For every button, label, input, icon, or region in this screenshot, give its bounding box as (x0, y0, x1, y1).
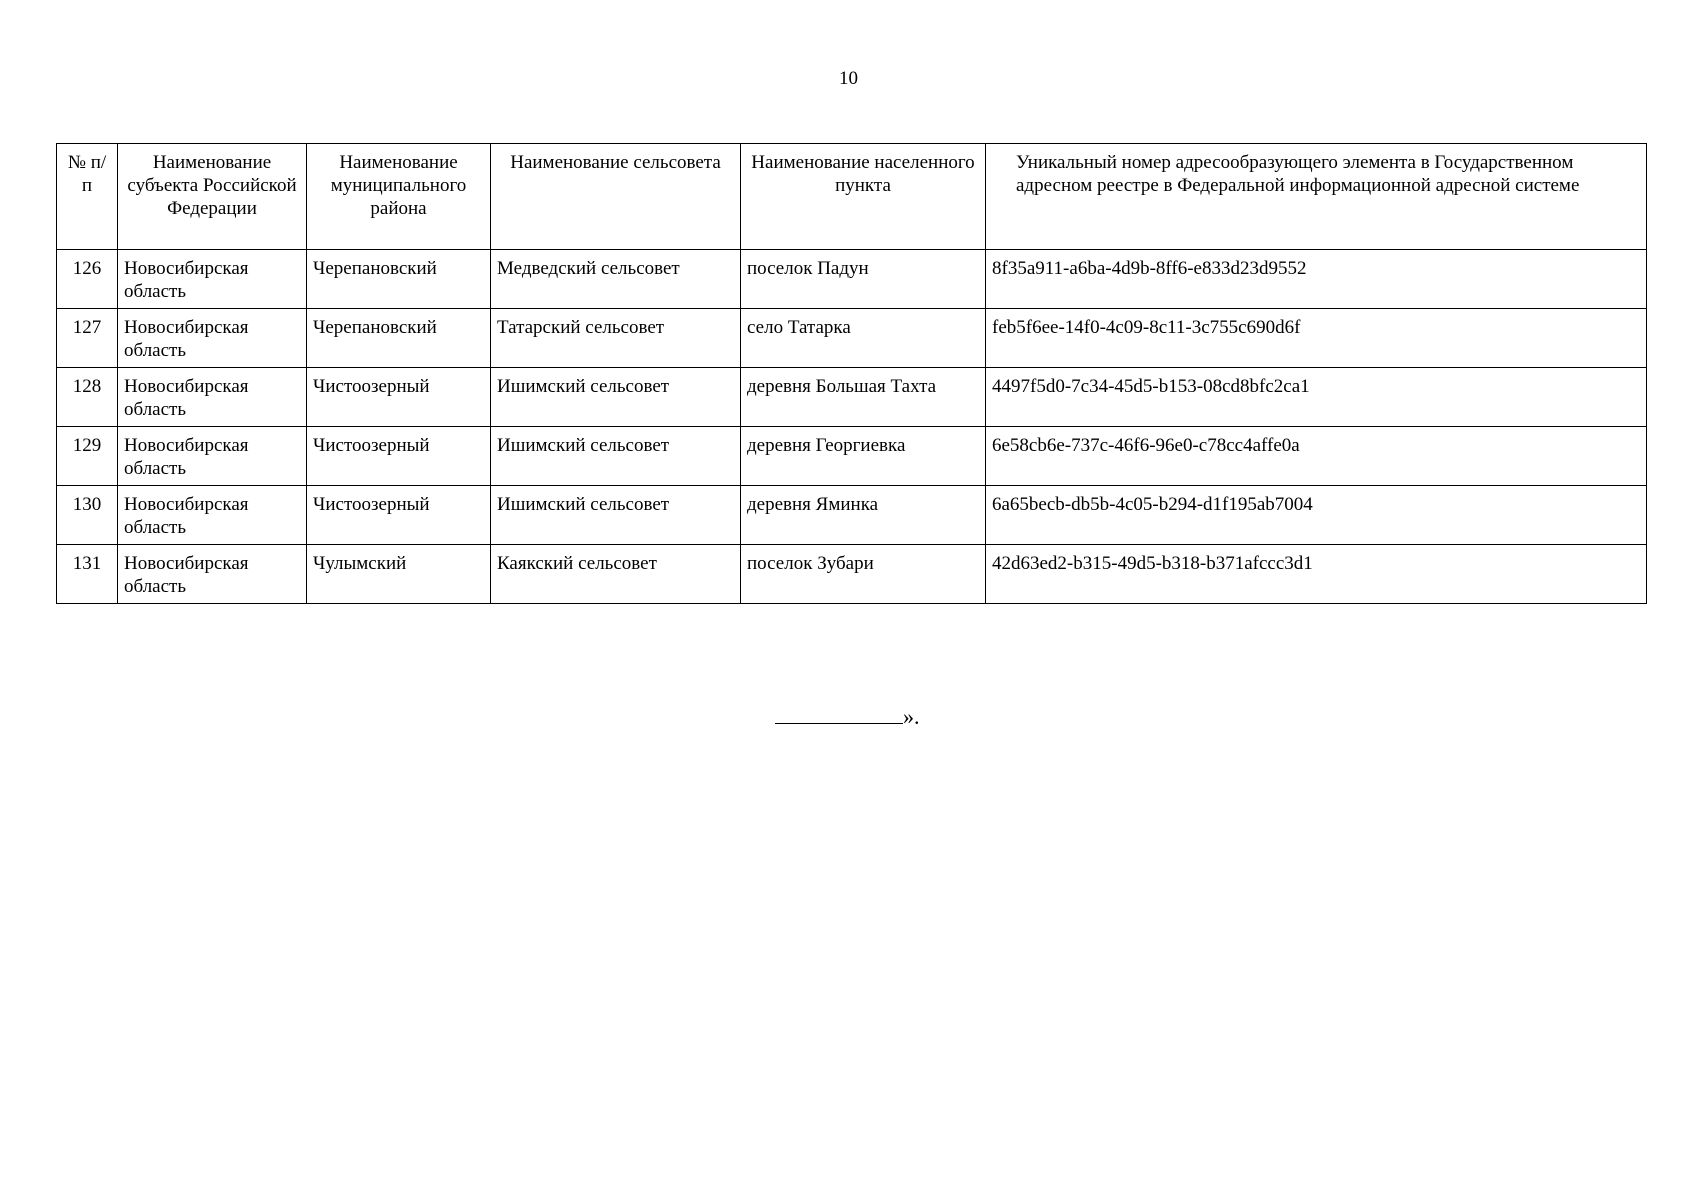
cell-settlement: деревня Георгиевка (741, 427, 986, 486)
cell-num: 131 (57, 545, 118, 604)
cell-fias: feb5f6ee-14f0-4c09-8c11-3c755c690d6f (986, 309, 1647, 368)
cell-fias: 42d63ed2-b315-49d5-b318-b371afccc3d1 (986, 545, 1647, 604)
page-number: 10 (839, 68, 858, 89)
table-row (57, 309, 1647, 368)
cell-district: Чистоозерный (307, 427, 491, 486)
cell-num: 128 (57, 368, 118, 427)
cell-council: Татарский сельсовет (491, 309, 741, 368)
cell-num: 126 (57, 250, 118, 309)
cell-fias: 6a65becb-db5b-4c05-b294-d1f195ab7004 (986, 486, 1647, 545)
table-row (57, 427, 1647, 486)
cell-district: Чистоозерный (307, 368, 491, 427)
cell-num: 130 (57, 486, 118, 545)
header-district: Наименование муниципального района (307, 144, 491, 250)
cell-fias: 6e58cb6e-737c-46f6-96e0-c78cc4affe0a (986, 427, 1647, 486)
closing-quote: ». (903, 704, 920, 729)
cell-settlement: село Татарка (741, 309, 986, 368)
cell-subject: Новосибирская область (118, 250, 307, 309)
closing-mark (775, 704, 920, 730)
settlements-table (56, 143, 1647, 604)
signature-line (775, 705, 903, 724)
cell-council: Каякский сельсовет (491, 545, 741, 604)
table-row (57, 486, 1647, 545)
table-header-row (57, 144, 1647, 250)
cell-subject: Новосибирская область (118, 309, 307, 368)
cell-subject: Новосибирская область (118, 427, 307, 486)
header-council: Наименование сельсовета (491, 144, 741, 250)
table-row (57, 368, 1647, 427)
cell-district: Чистоозерный (307, 486, 491, 545)
header-settlement: Наименование населенного пункта (741, 144, 986, 250)
cell-subject: Новосибирская область (118, 545, 307, 604)
table-row (57, 545, 1647, 604)
cell-subject: Новосибирская область (118, 368, 307, 427)
cell-num: 127 (57, 309, 118, 368)
header-num: № п/п (57, 144, 118, 250)
cell-fias: 4497f5d0-7c34-45d5-b153-08cd8bfc2ca1 (986, 368, 1647, 427)
cell-settlement: деревня Большая Тахта (741, 368, 986, 427)
cell-district: Чулымский (307, 545, 491, 604)
header-fias: Уникальный номер адресообразующего элемента в Государственном адресном реестре в Федеральной информационной адресной системе (986, 144, 1647, 250)
cell-settlement: поселок Падун (741, 250, 986, 309)
cell-settlement: деревня Яминка (741, 486, 986, 545)
cell-council: Медведский сельсовет (491, 250, 741, 309)
cell-fias: 8f35a911-a6ba-4d9b-8ff6-e833d23d9552 (986, 250, 1647, 309)
cell-district: Черепановский (307, 309, 491, 368)
cell-subject: Новосибирская область (118, 486, 307, 545)
cell-num: 129 (57, 427, 118, 486)
header-subject: Наименование субъекта Российской Федерации (118, 144, 307, 250)
cell-council: Ишимский сельсовет (491, 427, 741, 486)
cell-council: Ишимский сельсовет (491, 368, 741, 427)
cell-district: Черепановский (307, 250, 491, 309)
table-row (57, 250, 1647, 309)
cell-settlement: поселок Зубари (741, 545, 986, 604)
cell-council: Ишимский сельсовет (491, 486, 741, 545)
